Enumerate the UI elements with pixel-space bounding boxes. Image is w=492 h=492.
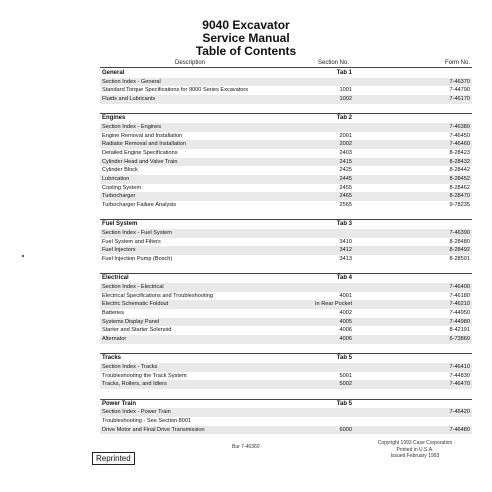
entry-section-no: 2403 [339,150,352,156]
entry-form-no: 6-73860 [449,336,470,343]
entry-form-no: 7-46410 [449,363,470,370]
section-tab: Tab 2 [336,115,352,122]
entry-form-no: 8-28442 [449,167,470,174]
toc-row [100,372,472,381]
toc-row [100,175,472,184]
toc-section [100,220,472,263]
entry-form-no: 7-44950 [449,310,470,316]
section-name: Electrical [102,275,129,282]
toc-row [100,426,472,435]
section-header-row [100,114,472,123]
manual-title: 9040 Excavator [202,18,290,32]
entry-form-no: 8-28432 [449,158,470,165]
entry-form-no: 8-28462 [449,184,470,191]
section-tab: Tab 5 [336,400,352,407]
section-gap [100,104,472,114]
entry-section-no: 5001 [339,372,352,379]
entry-section-no: 1001 [339,87,352,94]
toc-row [100,184,472,193]
toc-row [100,149,472,158]
toc-section [100,400,472,435]
toc-row [100,417,472,426]
toc-table [100,69,472,434]
entry-section-no: 3410 [339,238,352,245]
entry-form-no: 7-44830 [449,372,470,379]
toc-row [100,132,472,141]
toc-row [100,283,472,292]
copyright-block [360,440,470,460]
entry-description: Turbocharger [102,193,136,200]
entry-section-no: 6000 [339,426,352,433]
column-header-description: Description [175,60,206,66]
section-header-row [100,220,472,229]
section-name: Fuel System [102,221,138,228]
toc-row [100,238,472,247]
entry-form-no: 7-44790 [449,87,470,94]
entry-description: Cylinder Block [102,167,138,174]
section-tab: Tab 4 [336,275,352,282]
entry-description: Fluids and Lubricants [102,96,156,103]
entry-form-no: 7-46180 [449,292,470,299]
entry-form-no: 7-46170 [449,96,470,103]
entry-form-no: 7-46420 [449,409,470,416]
entry-description: Radiator Removal and Installation [102,141,186,148]
entry-section-no: 2001 [339,132,352,139]
section-name: Tracks [102,355,122,362]
entry-form-no: 7-46470 [449,381,470,388]
entry-description: Lubrication [102,176,130,183]
entry-description: Drive Motor and Final Drive Transmission [102,426,205,433]
entry-section-no: 2002 [339,141,352,148]
toc-row [100,255,472,264]
entry-description: Section Index - Fuel System [102,230,172,236]
toc-row [100,123,472,132]
entry-form-no: 7-46450 [449,132,470,139]
entry-description: Standard Torque Specifications for 9000 Series Excavators [102,87,249,94]
toc-row [100,158,472,167]
entry-section-no: 5002 [339,381,352,388]
section-gap [100,344,472,354]
section-name: General [102,70,125,76]
entry-form-no: 7-46400 [449,283,470,290]
entry-section-no: 4002 [339,310,352,316]
entry-description: Engine Removal and Installation [102,132,183,139]
entry-form-no: 8-28470 [449,193,470,200]
section-tab: Tab 1 [336,70,352,76]
entry-form-no: 8-28480 [449,238,470,245]
entry-description: Troubleshooting - See Section 8001 [102,417,192,424]
entry-section-no: 4006 [339,336,352,343]
entry-form-no: 7-46460 [449,141,470,148]
issued-line: Issued February 1993 [390,453,440,459]
header-rule [100,67,472,68]
section-gap [100,210,472,220]
section-gap [100,389,472,399]
toc-row [100,140,472,149]
toc-row [100,229,472,238]
entry-form-no: 8-28452 [449,176,470,183]
toc-row [100,326,472,335]
entry-section-no: 2415 [339,158,352,165]
toc-row [100,309,472,318]
entry-description: Tracks, Rollers, and Idlers [102,381,167,388]
entry-description: Electric Schematic Foldout [102,301,169,308]
entry-form-no: 7-46370 [449,78,470,85]
entry-description: Turbocharger Failure Analysis [102,202,177,209]
copyright-line: Copyright 1993 Case Corporation [377,440,453,446]
column-header-section-no: Section No. [318,60,350,66]
printed-line: Printed in U.S.A. [396,446,434,453]
entry-form-no: 7-46390 [449,230,470,236]
section-header-row [100,69,472,78]
toc-section [100,354,472,389]
entry-description: Electrical Specifications and Troubleshooting [102,292,214,299]
section-header-row [100,354,472,363]
entry-section-no: 4001 [339,292,352,299]
toc-row [100,201,472,210]
entry-form-no: 9-78235 [449,202,470,209]
toc-section [100,69,472,104]
entry-section-no: 2455 [339,184,352,191]
toc-row [100,166,472,175]
toc-row [100,380,472,389]
entry-description: Fuel System and Filters [102,238,161,245]
toc-row [100,363,472,372]
toc-row [100,192,472,201]
entry-description: Cooling System [102,184,142,191]
entry-description: Fuel Injection Pump (Bosch) [102,256,173,263]
entry-description: Systems Display Panel [102,318,160,325]
entry-description: Starter and Starter Solenoid [102,327,172,334]
toc-row [100,95,472,104]
section-name: Engines [102,115,126,122]
entry-section-no: In Rear Pocket [315,301,352,308]
toc-heading: Table of Contents [195,44,297,58]
entry-section-no: 2565 [339,202,352,209]
section-name: Power Train [102,400,137,407]
section-header-row [100,274,472,283]
toc-row [100,292,472,301]
toc-row [100,78,472,87]
entry-section-no: 1002 [339,96,352,103]
entry-form-no: 7-46210 [449,301,470,308]
stray-mark [22,255,24,257]
entry-description: Section Index - Electrical [102,283,164,290]
section-tab: Tab 5 [336,355,352,362]
entry-form-no: 8-28501 [449,256,470,263]
toc-row [100,300,472,309]
bur-number: Bur 7-46360 [232,444,260,450]
entry-description: Section Index - Engines [102,123,162,130]
reprinted-stamp: Reprinted [92,452,135,465]
column-header-form-no: Form No. [445,60,471,66]
toc-section [100,274,472,344]
entry-description: Cylinder Head and Valve Train [102,158,178,165]
entry-section-no: 2425 [339,167,352,174]
toc-row [100,86,472,95]
entry-form-no: 8-42191 [449,327,470,334]
entry-description: Section Index - Power Train [102,409,171,416]
entry-description: Alternator [102,336,127,343]
toc-row [100,408,472,417]
section-header-row [100,400,472,409]
entry-section-no: 2465 [339,193,352,200]
entry-description: Section Index - Tracks [102,363,158,370]
entry-section-no: 2445 [339,176,352,183]
entry-form-no: 7-44980 [449,318,470,325]
section-tab: Tab 3 [336,221,352,228]
toc-section [100,114,472,210]
toc-row [100,335,472,344]
entry-description: Section Index - General [102,78,161,85]
entry-section-no: 4005 [339,318,352,325]
section-gap [100,264,472,274]
entry-description: Batteries [102,310,125,316]
toc-row [100,246,472,255]
toc-row [100,318,472,327]
entry-section-no: 3412 [339,247,352,254]
entry-form-no: 8-28423 [449,150,470,156]
entry-form-no: 8-28492 [449,247,470,254]
entry-section-no: 4006 [339,327,352,334]
entry-section-no: 3413 [339,256,352,263]
manual-subtitle: Service Manual [202,31,290,45]
entry-description: Troubleshooting the Track System [102,372,187,379]
entry-form-no: 7-46380 [449,123,470,130]
entry-description: Detailed Engine Specifications [102,150,178,156]
entry-form-no: 7-46480 [449,426,470,433]
entry-description: Fuel Injectors [102,247,136,254]
